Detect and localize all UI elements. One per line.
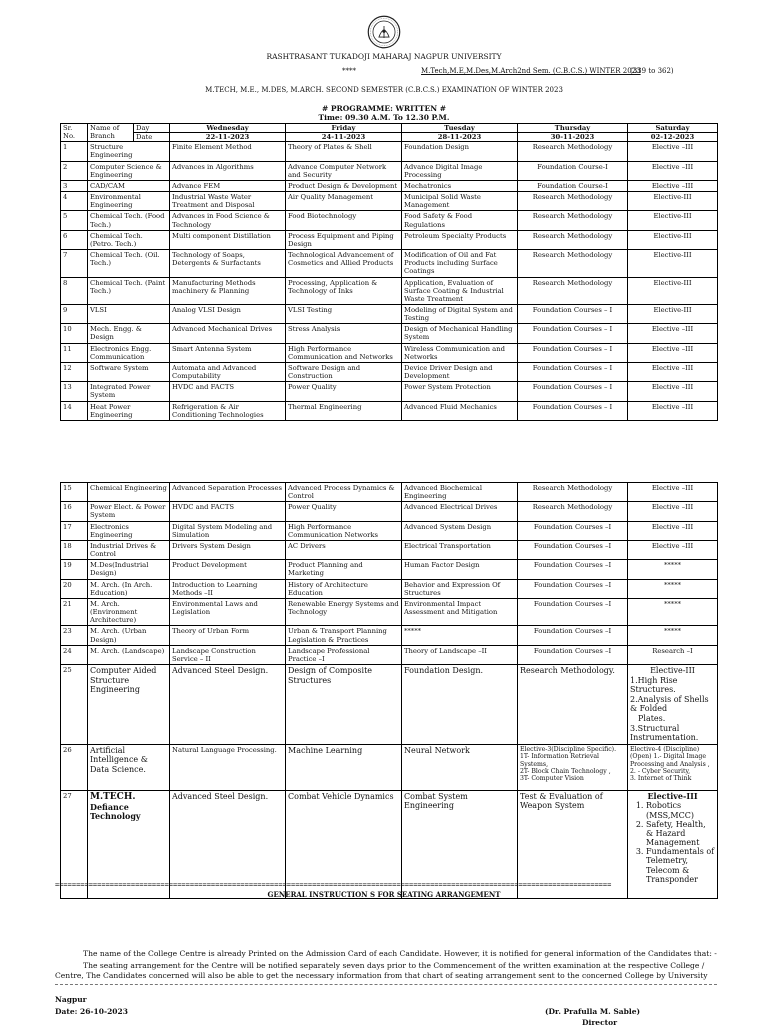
header-day-1: Wednesday	[170, 124, 286, 133]
header-day-4: Thursday	[518, 124, 628, 133]
row-subject-4: Foundation Courses –I	[518, 521, 628, 540]
row-subject-2: Process Equipment and Piping Design	[286, 230, 402, 249]
row-subject-3: Modification of Oil and Fat Products including Surface Coatings	[402, 250, 518, 277]
row-branch: M. Arch. (Environment Architecture)	[88, 598, 170, 625]
header-sr: Sr. No.	[61, 124, 88, 142]
row-subject-4: Foundation Courses – I	[518, 362, 628, 381]
row-subject-5: *****	[628, 626, 718, 645]
row-subject-1: Product Development	[170, 560, 286, 579]
table-row	[61, 598, 718, 625]
row-branch: Industrial Drives & Control	[88, 540, 170, 559]
row-subject-3: Environmental Impact Assessment and Mitigation	[402, 598, 518, 625]
row-subject-2: History of Architecture Education	[286, 579, 402, 598]
row-subject-4: Foundation Courses – I	[518, 304, 628, 323]
table-row	[61, 304, 718, 323]
row-branch: Chemical Tech. (Paint Tech.)	[88, 277, 170, 304]
row-subject-2: Power Quality	[286, 502, 402, 521]
footer-date: Date: 26-10-2023	[55, 1007, 128, 1016]
elective-list	[630, 801, 715, 884]
row-subject-1: Advanced Separation Processes	[170, 483, 286, 502]
row-subject-5: *****	[628, 579, 718, 598]
elective-item: 1.High Rise Structures.	[630, 675, 678, 695]
row-subject-4: Foundation Courses – I	[518, 401, 628, 420]
elective-title: Elective-III	[647, 790, 698, 801]
table-row	[61, 362, 718, 381]
row-subject-2: Technological Advancement of Cosmetics and Allied Products	[286, 250, 402, 277]
row-subject-2: Air Quality Management	[286, 192, 402, 211]
row-sr: 1	[61, 142, 88, 161]
instruction-paragraph-2: The seating arrangement for the Centre will be notified separately seven days prior to the Commencement of the written examination at the respective College / Centre, The Candidates concerned will also be able to get the necessary information from that chart of seating arrangement sent to the concerned College by University	[55, 961, 708, 981]
table-row	[61, 540, 718, 559]
row-sr: 21	[61, 598, 88, 625]
row-subject-1: Multi component Distillation	[170, 230, 286, 249]
exam-title: M.TECH, M.E., M.DES, M.ARCH. SECOND SEMESTER (C.B.C.S.) EXAMINATION OF WINTER 2023	[205, 86, 563, 94]
row-subject-1: Advanced Steel Design.	[170, 790, 286, 898]
row-subject-1: Analog VLSI Design	[170, 304, 286, 323]
row-subject-5: Elective –III	[628, 343, 718, 362]
table-row	[61, 230, 718, 249]
row-subject-1: HVDC and FACTS	[170, 382, 286, 401]
row-sr: 3	[61, 180, 88, 191]
table-row	[61, 626, 718, 645]
row-subject-4	[518, 744, 628, 790]
row-sr: 25	[61, 664, 88, 744]
table-row	[61, 560, 718, 579]
row-subject-2: AC Drivers	[286, 540, 402, 559]
row-subject-5: Elective-III	[628, 277, 718, 304]
header-date-1: 22-11-2023	[170, 133, 286, 142]
row-subject-1: Advances in Algorithms	[170, 161, 286, 180]
row-subject-4: Research Methodology	[518, 483, 628, 502]
row-branch: Computer Aided Structure Engineering	[88, 664, 170, 744]
elective-item: 3.Structural Instrumentation.	[630, 723, 699, 743]
row-sr: 17	[61, 521, 88, 540]
elective-item: 1. Robotics (MSS,MCC)	[646, 801, 715, 819]
row-subject-5: Elective –III	[628, 521, 718, 540]
elective-title: Elective-3(Discipline Specific).	[520, 745, 617, 753]
row-subject-3: Application, Evaluation of Surface Coating & Industrial Waste Treatment	[402, 277, 518, 304]
elective-title: Elective-III	[650, 665, 695, 675]
general-instructions-title: GENERAL INSTRUCTION S FOR SEATING ARRANGEMENT	[267, 890, 501, 899]
row-subject-5: Elective –III	[628, 180, 718, 191]
row-subject-4: Research Methodology	[518, 211, 628, 230]
row-branch: Mech. Engg. & Design	[88, 324, 170, 343]
table-row	[61, 180, 718, 191]
row-sr: 8	[61, 277, 88, 304]
row-sr: 14	[61, 401, 88, 420]
row-branch: VLSI	[88, 304, 170, 323]
row-sr: 15	[61, 483, 88, 502]
row-branch: Electronics Engineering	[88, 521, 170, 540]
row-subject-1: Smart Antenna System	[170, 343, 286, 362]
row-subject-5: Elective –III	[628, 142, 718, 161]
row-sr: 5	[61, 211, 88, 230]
header-day-3: Tuesday	[402, 124, 518, 133]
elective-item: 3. Fundamentals of Telemetry, Telecom & Transponder	[646, 847, 715, 884]
row-subject-2: Theory of Plates & Shell	[286, 142, 402, 161]
row-subject-3: Wireless Communication and Networks	[402, 343, 518, 362]
header-date-4: 30-11-2023	[518, 133, 628, 142]
elective-item: 2. - Cyber Security,	[630, 768, 691, 776]
exam-time: Time: 09.30 A.M. To 12.30 P.M.	[318, 113, 450, 122]
row-subject-1: Refrigeration & Air Conditioning Technologies	[170, 401, 286, 420]
row-subject-1: Automata and Advanced Computability	[170, 362, 286, 381]
header-stars: ****	[342, 67, 356, 75]
row-sr: 4	[61, 192, 88, 211]
table-row	[61, 142, 718, 161]
row-subject-4: Research Methodology	[518, 192, 628, 211]
elective-item: 2T- Block Chain Technology ,	[520, 768, 611, 776]
row-subject-2: Renewable Energy Systems and Technology	[286, 598, 402, 625]
table-row	[61, 277, 718, 304]
row-subject-3: Advanced Biochemical Engineering	[402, 483, 518, 502]
elective-item: 1T- Information Retrieval Systems,	[520, 753, 599, 768]
row-sr: 27	[61, 790, 88, 898]
row-subject-5: Elective –III	[628, 324, 718, 343]
row-branch: M.Des(Industrial Design)	[88, 560, 170, 579]
row-subject-3: Neural Network	[402, 744, 518, 790]
row-subject-4: Foundation Course-I	[518, 161, 628, 180]
footer-signatory: (Dr. Prafulla M. Sable)	[545, 1007, 641, 1016]
row-subject-2: Design of Composite Structures	[286, 664, 402, 744]
header-date-3: 28-11-2023	[402, 133, 518, 142]
separator-line: ====================================================================================================================================	[55, 881, 612, 889]
row-sr: 13	[61, 382, 88, 401]
row-subject-2: Thermal Engineering	[286, 401, 402, 420]
row-sr: 19	[61, 560, 88, 579]
row-branch: Structure Engineering	[88, 142, 170, 161]
row-sr: 18	[61, 540, 88, 559]
range-label: (339 to 362)	[630, 67, 674, 75]
footer-place: Nagpur	[55, 995, 87, 1004]
row-subject-1: Advanced Steel Design.	[170, 664, 286, 744]
row-subject-2: VLSI Testing	[286, 304, 402, 323]
row-sr: 26	[61, 744, 88, 790]
course-line: M.Tech,M.E,M.Des,M.Arch2nd Sem. (C.B.C.S.) WINTER 2023	[421, 67, 641, 75]
row-subject-2: High Performance Communication Networks	[286, 521, 402, 540]
row-subject-5	[628, 664, 718, 744]
table-row	[61, 521, 718, 540]
row-subject-1: Theory of Urban Form	[170, 626, 286, 645]
table-row	[61, 401, 718, 420]
row-subject-5: Elective-III	[628, 230, 718, 249]
row-subject-2: Stress Analysis	[286, 324, 402, 343]
row-subject-2: Food Biotechnology	[286, 211, 402, 230]
row-subject-5: Elective –III	[628, 161, 718, 180]
footer-designation: Director	[582, 1018, 618, 1027]
row-subject-3: Foundation Design	[402, 142, 518, 161]
row-branch: Chemical Tech. (Oil. Tech.)	[88, 250, 170, 277]
university-name: RASHTRASANT TUKADOJI MAHARAJ NAGPUR UNIVERSITY	[266, 52, 502, 61]
row-branch: Software System	[88, 362, 170, 381]
row-subject-1: Introduction to Learning Methods –II	[170, 579, 286, 598]
table-row	[61, 502, 718, 521]
university-logo	[367, 15, 401, 49]
row-subject-5: Elective-III	[628, 250, 718, 277]
row-sr: 20	[61, 579, 88, 598]
elective-item: 3T- Computer Vision	[520, 775, 584, 783]
header-day-2: Friday	[286, 124, 402, 133]
row-subject-3: Human Factor Design	[402, 560, 518, 579]
table-row	[61, 211, 718, 230]
row-subject-2: Advance Computer Network and Security	[286, 161, 402, 180]
row-branch: Heat Power Engineering	[88, 401, 170, 420]
elective-item: 2.Analysis of Shells & Folded	[630, 694, 709, 714]
row-sr: 16	[61, 502, 88, 521]
row-subject-2: Machine Learning	[286, 744, 402, 790]
row-subject-5: Elective –III	[628, 502, 718, 521]
row-subject-5: *****	[628, 560, 718, 579]
row-sr: 24	[61, 645, 88, 664]
row-subject-1: Manufacturing Methods machinery & Planning	[170, 277, 286, 304]
row-subject-2: Urban & Transport Planning Legislation & Practices	[286, 626, 402, 645]
row-subject-3: Combat System Engineering	[402, 790, 518, 898]
row-sr: 12	[61, 362, 88, 381]
row-branch: M. Arch. (Landscape)	[88, 645, 170, 664]
table-row	[61, 664, 718, 744]
elective-item: Plates.	[638, 713, 666, 723]
row-subject-3: Foundation Design.	[402, 664, 518, 744]
row-subject-3: Advanced Fluid Mechanics	[402, 401, 518, 420]
row-subject-5: Elective –III	[628, 540, 718, 559]
row-subject-3: Design of Mechanical Handling System	[402, 324, 518, 343]
table-row	[61, 324, 718, 343]
row-subject-4: Research Methodology.	[518, 664, 628, 744]
row-subject-5: *****	[628, 598, 718, 625]
row-sr: 6	[61, 230, 88, 249]
row-sr: 9	[61, 304, 88, 323]
row-subject-4: Test & Evaluation of Weapon System	[518, 790, 628, 898]
header-date: Date	[134, 133, 170, 142]
row-branch: Environmental Engineering	[88, 192, 170, 211]
row-subject-4: Research Methodology	[518, 502, 628, 521]
table-row	[61, 250, 718, 277]
row-subject-3: Electrical Transportation	[402, 540, 518, 559]
programme-label: # PROGRAMME: WRITTEN #	[322, 104, 446, 113]
row-subject-3: Theory of Landscape –II	[402, 645, 518, 664]
row-subject-3: Food Safety & Food Regulations	[402, 211, 518, 230]
row-subject-1: Advance FEM	[170, 180, 286, 191]
row-subject-4: Foundation Course-I	[518, 180, 628, 191]
table-row	[61, 192, 718, 211]
row-branch: Electronics Engg. Communication	[88, 343, 170, 362]
table-row	[61, 744, 718, 790]
row-subject-4: Research Methodology	[518, 142, 628, 161]
row-subject-5: Elective-III	[628, 304, 718, 323]
row-subject-2: Combat Vehicle Dynamics	[286, 790, 402, 898]
row-subject-2: Advanced Process Dynamics & Control	[286, 483, 402, 502]
row-branch: Artificial Intelligence & Data Science.	[88, 744, 170, 790]
row-subject-3: Petroleum Specialty Products	[402, 230, 518, 249]
row-subject-5: Elective –III	[628, 382, 718, 401]
row-branch: Computer Science & Engineering	[88, 161, 170, 180]
row-subject-2: Product Design & Development	[286, 180, 402, 191]
header-branch: Name of Branch	[88, 124, 134, 142]
row-subject-5: Elective-III	[628, 211, 718, 230]
row-subject-1: Finite Element Method	[170, 142, 286, 161]
row-branch: M. Arch. (Urban Design)	[88, 626, 170, 645]
table-row	[61, 579, 718, 598]
row-subject-4: Research Methodology	[518, 277, 628, 304]
row-subject-5: Elective –III	[628, 362, 718, 381]
row-sr: 7	[61, 250, 88, 277]
header-day-5: Saturday	[628, 124, 718, 133]
row-subject-3: Modeling of Digital System and Testing	[402, 304, 518, 323]
row-subject-4: Foundation Courses –I	[518, 645, 628, 664]
row-subject-1: Natural Language Processing.	[170, 744, 286, 790]
row-subject-3: *****	[402, 626, 518, 645]
table-row	[61, 645, 718, 664]
elective-item: 2. Safety, Health, & Hazard Management	[646, 820, 715, 848]
header-date-2: 24-11-2023	[286, 133, 402, 142]
row-subject-2: Processing, Application & Technology of Inks	[286, 277, 402, 304]
row-subject-5: Elective –III	[628, 483, 718, 502]
row-subject-2: Software Design and Construction	[286, 362, 402, 381]
row-subject-1: Technology of Soaps, Detergents & Surfactants	[170, 250, 286, 277]
row-subject-5	[628, 744, 718, 790]
row-branch: Integrated Power System	[88, 382, 170, 401]
instruction-paragraph-1: The name of the College Centre is already Printed on the Admission Card of each Candidate. However, it is notified for general information of the Candidates that: -	[83, 949, 717, 958]
row-sr: 10	[61, 324, 88, 343]
timetable-part-1	[60, 123, 718, 421]
row-subject-2: Landscape Professional Practice –I	[286, 645, 402, 664]
elective-item: 3. Internet of Think	[630, 775, 692, 783]
elective-title: Elective-4 (Discipline) (Open) 1.- Digital Image Processing and Analysis ,	[630, 745, 710, 768]
row-branch: Power Elect. & Power System	[88, 502, 170, 521]
branch-prefix: M.TECH.	[90, 791, 136, 802]
row-subject-4: Foundation Courses –I	[518, 560, 628, 579]
row-branch: Chemical Engineering	[88, 483, 170, 502]
row-subject-1: Environmental Laws and Legislation	[170, 598, 286, 625]
row-subject-1: Drivers System Design	[170, 540, 286, 559]
row-subject-1: Advanced Mechanical Drives	[170, 324, 286, 343]
row-branch: Chemical Tech. (Food Tech.)	[88, 211, 170, 230]
row-subject-5: Elective –III	[628, 401, 718, 420]
timetable-part-2	[60, 482, 718, 899]
row-subject-4: Foundation Courses – I	[518, 343, 628, 362]
table-row	[61, 161, 718, 180]
row-subject-5: Elective-III	[628, 192, 718, 211]
row-branch: Chemical Tech. (Petro. Tech.)	[88, 230, 170, 249]
row-subject-3: Advance Digital Image Processing	[402, 161, 518, 180]
row-subject-3: Municipal Solid Waste Management	[402, 192, 518, 211]
row-branch: CAD/CAM	[88, 180, 170, 191]
footer-divider	[55, 984, 717, 985]
row-subject-3: Device Driver Design and Development	[402, 362, 518, 381]
row-subject-4: Foundation Courses –I	[518, 626, 628, 645]
row-subject-2: Power Quality	[286, 382, 402, 401]
row-sr: 11	[61, 343, 88, 362]
table-row	[61, 343, 718, 362]
row-subject-4: Research Methodology	[518, 250, 628, 277]
row-subject-4: Foundation Courses –I	[518, 598, 628, 625]
row-subject-3: Advanced System Design	[402, 521, 518, 540]
row-subject-1: HVDC and FACTS	[170, 502, 286, 521]
row-subject-4: Foundation Courses –I	[518, 579, 628, 598]
row-subject-5: Research –I	[628, 645, 718, 664]
row-subject-3: Behavior and Expression Of Structures	[402, 579, 518, 598]
table-row	[61, 382, 718, 401]
row-subject-1: Industrial Waste Water Treatment and Disposal	[170, 192, 286, 211]
row-subject-1: Landscape Construction Service – II	[170, 645, 286, 664]
row-subject-2: High Performance Communication and Networks	[286, 343, 402, 362]
row-subject-4: Foundation Courses – I	[518, 382, 628, 401]
row-subject-3: Power System Protection	[402, 382, 518, 401]
row-subject-1: Digital System Modeling and Simulation	[170, 521, 286, 540]
header-date-5: 02-12-2023	[628, 133, 718, 142]
row-subject-4: Foundation Courses –I	[518, 540, 628, 559]
row-subject-1: Advances in Food Science & Technology	[170, 211, 286, 230]
row-subject-3: Advanced Electrical Drives	[402, 502, 518, 521]
header-day: Day	[134, 124, 170, 133]
row-subject-4: Foundation Courses – I	[518, 324, 628, 343]
row-subject-3: Mechatronics	[402, 180, 518, 191]
table-row	[61, 483, 718, 502]
row-subject-4: Research Methodology	[518, 230, 628, 249]
row-sr: 2	[61, 161, 88, 180]
branch-name: Defiance Technology	[90, 801, 141, 822]
row-subject-2: Product Planning and Marketing	[286, 560, 402, 579]
row-branch: M. Arch. (In Arch. Education)	[88, 579, 170, 598]
row-sr: 23	[61, 626, 88, 645]
